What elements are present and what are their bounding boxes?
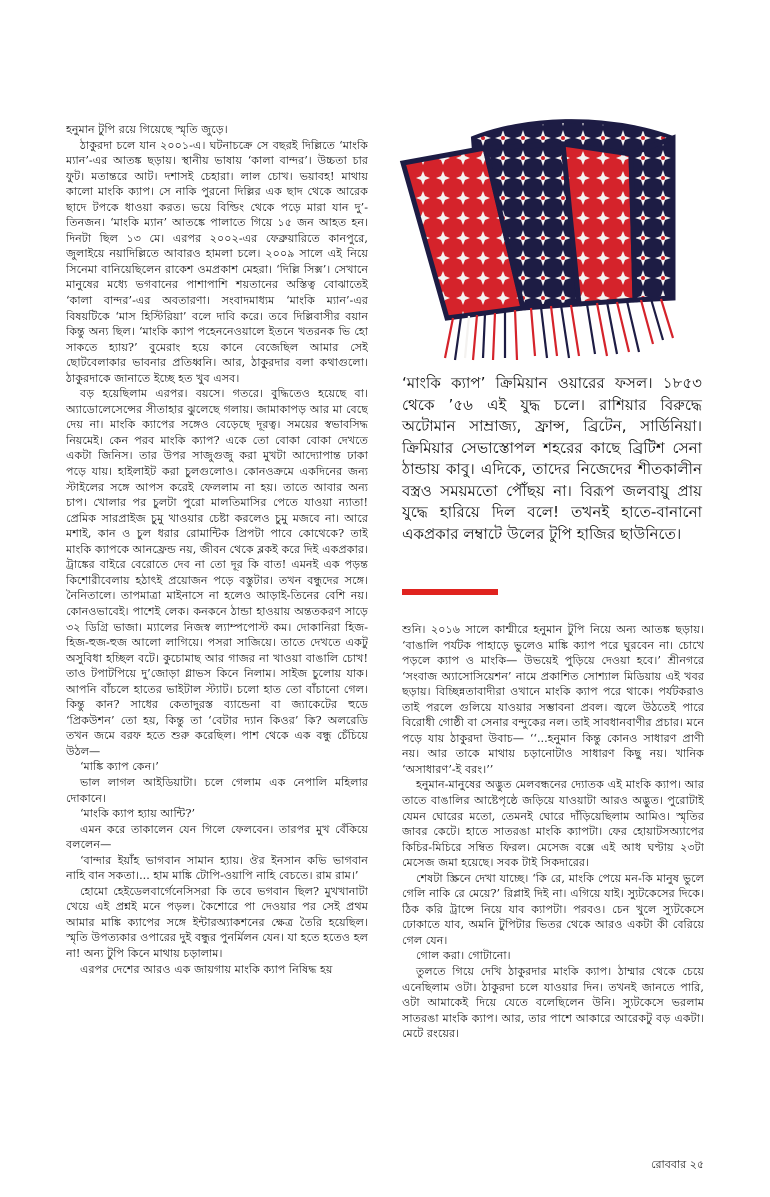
article-paragraph: শুনি। ২০১৬ সালে কাশ্মীরে হনুমান টুপি নিয়ে অন্য আতঙ্ক ছড়ায়। ‘বাঙালি পর্যটক পাহাড়ে ভুলেও মাঙ্কি ক্যাপ পরে ঘুরবেন না। চোখে পড়লে ক্যাপ ও মাংকি— উভয়েই পুড়িয়ে দেওয়া হবে।’ শ্রীনগরে ‘সংবাজ অ্যাসোসিয়েশন’ নামে প্রকাশিত সোশ্যাল মিডিয়ায় এই খবর ছড়ায়। বিচ্ছিন্নতাবাদীরা ওখানে মাংকি ক্যাপ পরে থাকে। পর্যটকরাও তাই পরলে গুলিয়ে যাওয়ার সম্ভাবনা প্রবল। জ্বলে উঠতেই পারে বিরোধী গোষ্ঠী বা সেনার বন্দুকের নল। তাই সাবধানবাণীর প্রচার। মনে পড়ে যায় ঠাকুরদা উবাচ— ‘‘...হনুমান কিন্তু কোনও সাধারণ প্রাণী নয়। আর তাকে মাথায় চড়ানোটাও সাধারণ কিছু নয়। খানিক ‘অসাধারণ’-ই বরং।’’ <box>402 623 704 776</box>
pull-quote: ‘মাংকি ক্যাপ’ ক্রিমিয়ান ওয়ারের ফসল। ১৮৫৩ থেকে ’৫৬ এই যুদ্ধ চলে। রাশিয়ার বিরুদ্ধে অটোমান সাম্রাজ্য, ফ্রান্স, ব্রিটেন, সার্ডিনিয়া। ক্রিমিয়ার সেভাস্তোপল শহরের কাছে ব্রিটিশ সেনা ঠান্ডায় কাবু। এদিকে, তাদের নিজেদের শীতকালীন বস্ত্রও সময়মতো পৌঁছয় না। বিরূপ জলবায়ু প্রায় যুদ্ধে হারিয়ে দিল বলে! তখনই হাতে-বানানো একপ্রকার লম্বাটে উলের টুপি হাজির ছাউনিতে। <box>402 374 702 543</box>
article-paragraph: গোল করা। গোটানো। <box>416 949 511 963</box>
article-paragraph: শেষটা স্ক্রিনে দেখা যাচ্ছে। ‘কি রে, মাংকি পেয়ে মন-কি মানুষ ভুলে গেলি নাকি রে মেয়ে?’ রিপ্লাই দিই না। এগিয়ে যাই। স্যুটকেসের দিকে। ঠিক করি ট্রান্সে নিয়ে যাব ক্যাপটা। পরবও। চেন খুলে স্যুটকেসে ঢোকাতে যাব, অমনি টুপিটার ভিতর থেকে আরও একটা কী বেরিয়ে গেল যেন। <box>402 871 704 947</box>
article-column-left <box>66 122 368 1062</box>
article-paragraph: হনুমান টুপি রয়ে গিয়েছে স্মৃতি জুড়ে। <box>66 123 228 136</box>
article-paragraph: ঠাকুরদা চলে যান ২০০১-এ। ঘটনাচক্রে সে বছরই দিল্লিতে ‘মাংকি ম্যান’-এর আতঙ্ক ছড়ায়। স্থানীয় ভাষায় ‘কালা বান্দর’। উচ্চতা চার ফুট। মতান্তরে আট। দশাসই চেহারা। লাল চোখ। ভয়াবহ! মাথায় কালো মাংকি ক্যাপ। সে নাকি পুরনো দিল্লির এক ছাদ থেকে আরেক ছাদে টপকে ধাওয়া করত। ভয়ে বিল্ডিং থেকে পড়ে মারা যান দু’-তিনজন। ‘মাংকি ম্যান’ আতঙ্কে পালাতে গিয়ে ১৫ জন আহত হন। দিনটা ছিল ১৩ মে। এরপর ২০০২-এর ফেব্রুয়ারিতে কানপুরে, জুলাইয়ে নয়াদিল্লিতে আবারও হামলা চলে। ২০০৯ সালে এই নিয়ে সিনেমা বানিয়েছিলেন রাকেশ ওমপ্রকাশ মেহরা। ‘দিল্লি সিক্স’। সেখানে মানুষের মধ্যে ভগবানের পাশাপাশি শয়তানের অস্তিত্ব বোঝাতেই ‘কালা বান্দর’-এর অবতারণা। সংবাদমাধ্যম ‘মাংকি ম্যান’-এর বিষয়টিকে ‘মাস হিস্টিরিয়া’ বলে দাবি করে। তবে দিল্লিবাসীর বয়ান কিন্তু অন্য ছিল। ‘মাংকি ক্যাপ পহেননেওয়ালে ইতনে খতরনক ভি হো সাকতে হ্যায়?’ বুমেরাং হয়ে কানে বেজেছিল আমার সেই ছোটবেলাকার ভাবনার প্রতিধ্বনি। আর, ঠাকুরদার বলা কথাগুলো। ঠাকুরদাকে জানাতে ইচ্ছে হত খুব এসব। <box>66 138 368 385</box>
article-paragraph: ভাল লাগল আইডিয়াটা। চলে গেলাম এক নেপালি মহিলার দোকানে। <box>66 775 368 805</box>
article-paragraph: বড় হয়েছিলাম এরপর। বয়সে। গতরে। বুদ্ধিতেও হয়েছে বা। অ্যাডোলেসেন্সের সীতাহার ঝুলেছে গলায়। জামাকাপড় আর মা বেছে দেয় না। মাংকি ক্যাপের সঙ্গেও বেড়েছে দূরত্ব। সময়ের স্বভাবসিদ্ধ নিয়মেই। কেন পরব মাংকি ক্যাপ? একে তো বোকা বোকা দেখতে একটা জিনিস। তার উপর সাজুগুজু করা মুখটা আদ্যোপান্ত ঢাকা পড়ে যায়। হাইলাইট করা চুলগুলোও। কোনওক্রমে একদিনের জন্য স্টাইলের সঙ্গে আপস করেই ফেললাম না হয়। তাতে আবার অন্য চাপ। খোলার পর চুলটা পুরো মালতিমাসির পেতে যাওয়া ন্যাতা! প্রেমিক সারপ্রাইজ চুমু খাওয়ার চেষ্টা করলেও চুমু মজবে না। আরে মশাই, কান ও চুল ধরার রোমান্টিক প্রিপটা পাবে কোথেকে? তাই মাংকি ক্যাপকে আনফ্রেন্ড নয়, জীবন থেকে ব্লকই করে দিই একপ্রকার। ট্রাঙ্কের বাইরে বেরোতে দেব না তো দূর কি বাত! এমনই এক পড়ন্ত কিশোরীবেলায় হঠাৎই প্রয়োজন পড়ে বস্তুটার। তখন বন্ধুদের সঙ্গে। নৈনিতালে। তাপমাত্রা মাইনাসে না হলেও আড়াই-তিনের বেশি নয়। কোনওভাবেই। পাশেই লেক। কনকনে ঠান্ডা হাওয়ায় অন্ততকরণ সাড়ে ৩২ ডিগ্রি ভাজা। ম্যালের নিজস্ব ল্যাম্পপোস্ট কম। দোকানিরা হিজ-হিজ-হুজ-হুজ আলো লাগিয়ে। পসরা সাজিয়ে। তাতে দেখতে একটু অসুবিধা হচ্ছিল বটে। কুচোমাছ আর গাজর না খাওয়া বাঙালি চোখ! তাও টপাটপিয়ে দু’জোড়া গ্লাভস কিনে নিলাম। সাইজ চুলোয় যাক। আপনি বাঁচলে হাতের ভাইটাল স্ট্যাট। চলো হাত তো বাঁচানো গেল। কিন্তু কান? সাধের কেতাদুরস্ত ব্যান্ডেনা বা জ্যাকেটের হুডে ‘প্রিকউশন’ তো হয়, কিন্তু তা ‘বেটার দ্যান কিওর’ কি? অলরেডি তখন জমে বরফ হতে শুরু করেছিল। পাশ থেকে এক বন্ধু চেঁচিয়ে উঠল— <box>66 387 368 758</box>
article-paragraph: তুলতে গিয়ে দেখি ঠাকুরদার মাংকি ক্যাপ। ঠাম্মার থেকে চেয়ে এনেছিলাম ওটা। ঠাকুরদা চলে যাওয়ার দিন। তখনই জানতে পারি, ওটা আমাকেই দিয়ে যেতে বলেছিলেন উনি। স্যুটকেসে ভরলাম সাতরঙা মাংকি ক্যাপ। আর, তার পাশে আকারে আরেকটু বড় একটা। মেটে রংয়ের। <box>402 965 704 1041</box>
article-paragraph: ‘মাংকি ক্যাপ হ্যায় আন্টি?’ <box>80 807 195 821</box>
article-paragraph: এরপর দেশের আরও এক জায়গায় মাংকি ক্যাপ নিষিদ্ধ হয় <box>80 962 333 976</box>
article-paragraph: হনুমান-মানুষের অদ্ভুত মেলবন্ধনের দ্যোতক এই মাংকি ক্যাপ। আর তাতে বাঙালির আষ্টেপৃষ্ঠে জড়িয়ে যাওয়াটা আরও অদ্ভুত। পুরোটাই যেমন ঘোরের মতো, তেমনই ঘোরে দাঁড়িয়েছিলাম আমিও। স্মৃতির জাবর কেটে। হাতে সাতরঙা মাংকি ক্যাপটা। ফের হোয়াটসঅ্যাপের কিচির-মিচিরে সম্বিত ফিরল। মেসেজ বক্সে এই আধ ঘণ্টায় ২৩টা মেসেজ জমা হয়েছে। সবক টাই সিকদারের। <box>402 778 704 870</box>
page-folio: রোববার ২৫ <box>651 1158 704 1171</box>
article-paragraph: হোমো হেইডেলবার্গেনেসিসরা কি তবে ভগবান ছিল? মুখখানাটা খেয়ে এই প্রশ্নই মনে পড়ল। কৈশোরে পা দেওয়ার পর সেই প্রথম আমার মাঙ্কি ক্যাপের সঙ্গে ইন্টারঅ্যাকশনের ক্ষেত্র তৈরি হয়েছিল। স্মৃতি উপত্যকার ওপারের দুই বন্ধুর পুনর্মিলন যেন। যা হতে হতেও হল না! অন্য টুপি কিনে মাথায় চড়ালাম। <box>66 884 368 960</box>
article-column-right <box>402 622 704 1082</box>
crochet-scarf-image <box>373 108 685 366</box>
scarf-strip <box>631 138 673 300</box>
red-divider <box>402 589 498 595</box>
article-paragraph: এমন করে তাকালেন যেন গিলে ফেলবেন। তারপর মুখ বেঁকিয়ে বললেন— <box>66 822 368 852</box>
article-paragraph: ‘মাঙ্কি ক্যাপ কেন।’ <box>80 760 159 774</box>
article-paragraph: ‘বান্দার ইয়াঁহ ভাগবান সামান হ্যায়। ঔর ইনসান কভি ভাগবান নাহি বান সকতা।... হাম মাঙ্কি টোপি-ওয়াপি নাহি বেচতে। রাম রাম।’ <box>66 853 368 883</box>
